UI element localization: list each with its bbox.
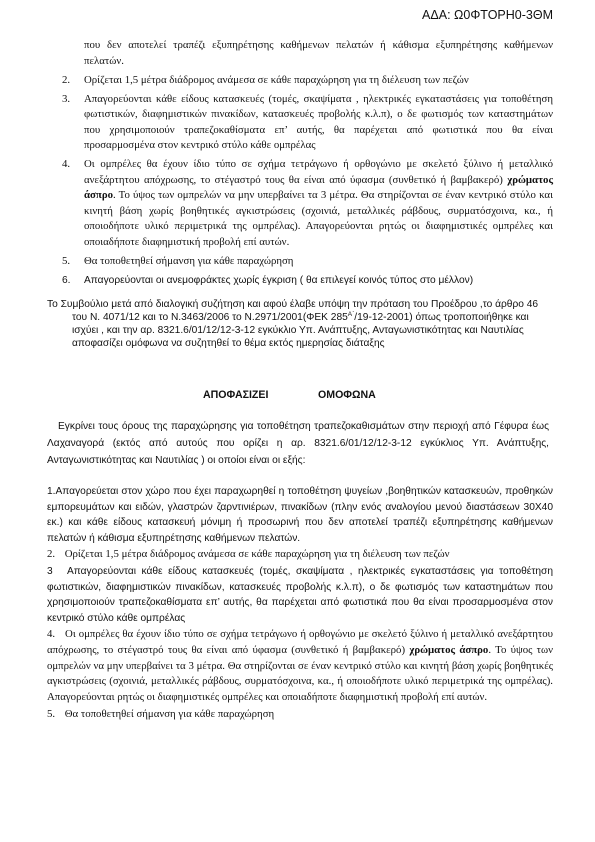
first-list-item-3 [62,92,553,154]
list-number: 1. [47,486,56,497]
council-paragraph-end: /19-12-2001) όπως τροποποιήθηκε και ισχύει , και την αρ. 8321.6/01/12/12-3-12 εγκύκλιο Υπ. Ανάπτυξης, Ανταγωνιστικότητας και Ναυτιλίας αποφασίζει ομόφωνα να συζητηθεί το θέμα εκτός ημερησίας διάταξης [72,312,529,349]
approval-paragraph: Εγκρίνει τους όρους της παραχώρησης για τοποθέτηση τραπεζοκαθισμάτων στην περιοχή από Γέφυρα έως Λαχαναγορά (εκτός από αυτούς που ορίζει η αρ. 8321.6/01/12/12-3-12 εγκύκλιος Υπ. Ανάπτυξης, Ανταγωνιστικότητας και Ναυτιλίας ) οι οποίοι είναι οι εξής: [47,421,549,466]
list-number: 3. [62,92,71,105]
list-item-text: Απαγορεύεται στον χώρο που έχει παραχωρηθεί η τοποθέτηση ψυγείων ,βοηθητικών κατασκευών, προθηκών εμπορευμάτων και ειδών, γλαστρών ζαρντινιέρων, πινακίδων (πλην ενός αναλογίου μενού διαστάσεων 30Χ40 εκ.) και κάθε είδους κατασκευή μόνιμη ή προσωρινή που δεν αποτελεί τραπέζι εξυπηρέτησης καθήμενων πελατών ή κάθισμα εξυπηρέτησης καθήμενων πελατών. [47,486,553,544]
list-number: 2. [62,73,71,86]
decision-heading [0,388,595,402]
list-item-bold-text: χρώματος άσπρο [409,643,489,656]
list-item-text: Απαγορεύονται οι ανεμοφράκτες χωρίς έγκριση ( θα επιλεγεί κοινός τύπος στο μέλλον) [84,274,474,286]
list-item-text: Θα τοποθετηθεί σήμανση για κάθε παραχώρηση [84,254,294,267]
first-list-item-5 [62,254,553,270]
list-number: 4. [62,158,71,170]
first-list-item-6 [62,273,553,289]
list-item-text-end: . Το ύψος των ομπρελών να μην υπερβαίνει τα 3 μέτρα. Θα στηρίζονται σε έναν κεντρικό στύλο και κινητή βάση χωρίς βοηθητικές αγκιστρώσεις (σχοινιά, μεταλλικές ράβδους, συρματόσχοινα, κα., ή οποιοδήποτε υλικό περιμετρικά της ομπρέλας). Απαγορεύονται ρητώς οι διαφημιστικές ομπρέλες και οποιαδήποτε διαφημιστική προβολή επί αυτών. [84,189,553,248]
list-number: 4. [47,628,56,641]
list-item-text-start: Οι ομπρέλες θα έχουν ίδιο τύπο σε σχήμα τετράγωνο ή ορθογώνιο με σκελετό ξύλινο ή μεταλλικό ανεξάρτητου απόχρωσης, το στέγαστρό τους θα είναι από ύφασμα (συνθετικό ή βαμβακερό) [47,628,554,656]
list-item-text-start: Οι ομπρέλες θα έχουν ίδιο τύπο σε σχήμα τετράγωνο ή ορθογώνιο με σκελετό ξύλινο ή μεταλλικό ανεξάρτητου απόχρωσης, το στέγαστρό τους θα είναι από ύφασμα (συνθετικό ή βαμβακερό) [84,158,553,186]
council-paragraph-start: Το Συμβούλιο μετά από διαλογική συζήτηση και αφού έλαβε υπόψη την πρόταση του Προέδρου ,το άρθρο 46 του Ν. 4071/12 και το Ν.3463/2006 το Ν.2971/2001(ΦΕΚ 285 [47,299,539,323]
list-number: 5. [62,254,71,267]
list-item-text-end: . Το ύψος των ομπρελών να μην υπερβαίνει τα 3 μέτρα. Θα στηρίζονται σε έναν κεντρικό στύλο και κινητή βάση χωρίς βοηθητικές αγκιστρώσεις (σχοινιά, μεταλλικές ράβδους, συρματόσχοινα, κα., ή οποιοδήποτε υλικό περιμετρικά της ομπρέλας). Απαγορεύονται ρητώς οι διαφημιστικές ομπρέλες και οποιαδήποτε διαφημιστική προβολή επί αυτών. [47,643,553,703]
list-number: 5. [47,708,56,721]
second-list-item-1 [47,484,553,546]
council-paragraph [47,298,549,350]
list-number: 6. [62,274,71,286]
superscript-text: Α΄ [347,311,355,318]
second-terms-list [47,484,553,723]
decision-heading-left: ΑΠΟΦΑΣΙΖΕΙ [203,389,269,401]
decision-heading-right: ΟΜΟΦΩΝΑ [318,389,376,401]
first-terms-list [62,38,553,288]
list-item-text [84,157,553,250]
second-list-item-4 [47,627,553,705]
list-number: 2. [47,548,56,561]
ada-code: ΑΔΑ: Ω0ΦΤΟΡΗ0-3ΘΜ [422,8,553,22]
second-list-item-2 [47,547,553,563]
second-list-item-3 [47,564,553,626]
document-body [0,38,595,723]
list-item-text: Θα τοποθετηθεί σήμανση για κάθε παραχώρηση [64,708,275,721]
list-item-text: Απαγορεύονται κάθε είδους κατασκευές (τομές, σκαψίματα , ηλεκτρικές εγκαταστάσεις για τοποθέτηση φωτιστικών, διαφημιστικών πινακίδων, κατασκευές προβολής κ.λ.π), ο δε φωτισμός των καταστημάτων που χρησιμοποιούν τραπεζοκαθίσματα επ’ αυτής, θα παρέχεται από φωτιστικά που θα είναι προσαρμοσμένα στον κεντρικό στύλο κάθε ομπρέλας [47,565,553,624]
first-list-item-2 [62,73,553,89]
second-list-item-5 [47,707,553,723]
list-number: 3 [47,565,53,577]
list-item-text: Ορίζεται 1,5 μέτρα διάδρομος ανάμεσα σε κάθε παραχώρηση για τη διέλευση των πεζών [64,548,450,561]
first-list-item-4 [62,157,553,250]
list-item-text: Απαγορεύονται κάθε είδους κατασκευές (τομές, σκαψίματα , ηλεκτρικές εγκαταστάσεις για τοποθέτηση φωτιστικών, διαφημιστικών πινακίδων, κατασκευές προβολής κ.λ.π), ο δε φωτισμός των καταστημάτων που χρησιμοποιούν τραπεζοκαθίσματα επ’ αυτής, θα παρέχεται από φωτιστικά που θα είναι προσαρμοσμένα στον κεντρικό στύλο κάθε ομπρέλας [84,92,553,151]
list-item-continuation: που δεν αποτελεί τραπέζι εξυπηρέτησης καθήμενων πελατών ή κάθισμα εξυπηρέτησης καθήμενων πελατών. [84,39,553,67]
list-item-text: Ορίζεται 1,5 μέτρα διάδρομος ανάμεσα σε κάθε παραχώρηση για τη διέλευση των πεζών [84,73,469,86]
list-item-bold-text: χρώματος άσπρο [84,173,553,201]
